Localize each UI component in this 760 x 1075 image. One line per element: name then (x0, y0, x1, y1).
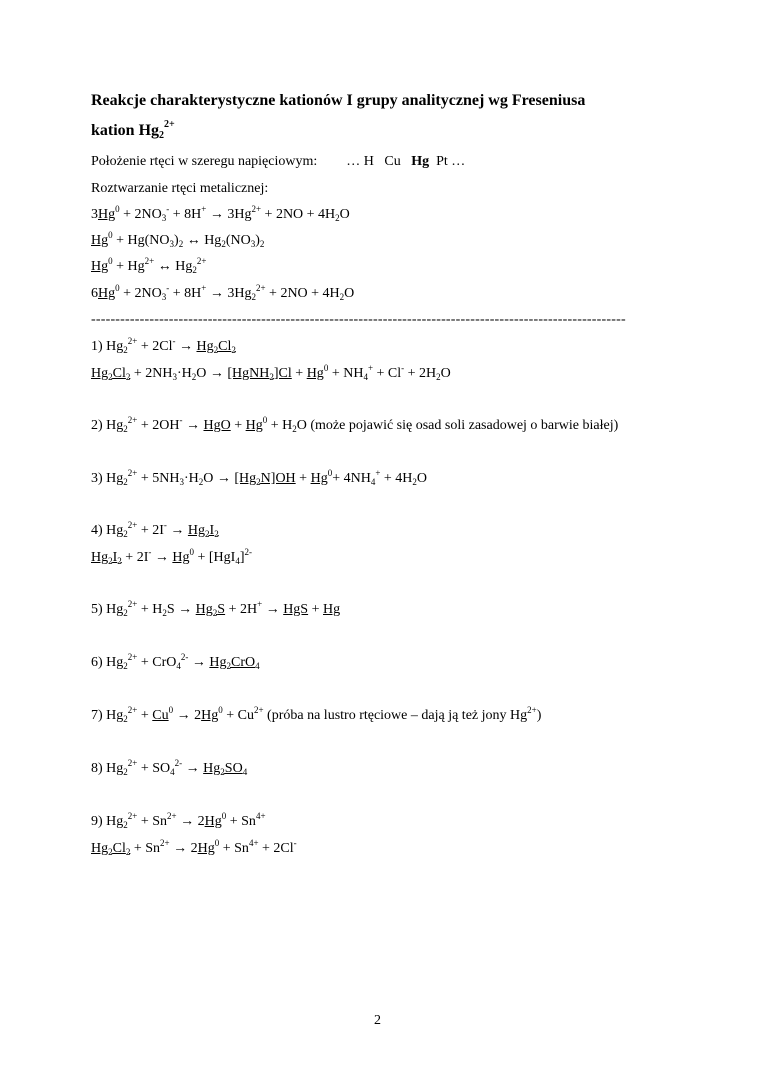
equation-fragment: 2 (123, 424, 128, 434)
equation-fragment: 2 (256, 477, 261, 487)
equation-fragment: + (291, 366, 307, 381)
equation-fragment: 2+ (127, 758, 138, 768)
equation-fragment: 2 (123, 820, 128, 830)
equation-fragment: + Sn (226, 814, 256, 829)
equation-fragment: 4 (235, 556, 240, 566)
equation-fragment: 2 (339, 292, 345, 302)
equation-fragment: + 2NO (119, 286, 162, 301)
equation-fragment: 2+ (251, 204, 262, 214)
equation-fragment: + 2NO + 4H (261, 207, 336, 222)
equation-fragment: 2+ (255, 283, 266, 293)
equation-fragment: 2 (292, 424, 297, 434)
equation-fragment: → (262, 602, 284, 617)
equation-fragment: 4 (255, 661, 260, 671)
equation-fragment: + Sn (137, 814, 168, 829)
equation-fragment: Hg (91, 233, 109, 248)
series-post: Pt … (429, 154, 466, 169)
equation-fragment: + 5NH (137, 471, 180, 486)
equation-fragment: - (148, 547, 152, 557)
equation-fragment: 3 (161, 213, 167, 223)
reaction-9b (91, 840, 297, 858)
equation-fragment: S (217, 602, 226, 617)
equation-fragment: Hg (98, 286, 116, 301)
equation-fragment: + Sn (130, 841, 161, 856)
equation-fragment: ↔ Hg (183, 233, 222, 248)
equation-fragment: + (375, 468, 381, 478)
equation-fragment: [Hg (234, 471, 257, 486)
equation-fragment: Cl (112, 366, 126, 381)
equation-fragment: 0 (221, 811, 227, 821)
equation-fragment: 2 (125, 847, 131, 857)
equation-fragment: O (może pojawić się osad soli zasadowej o barwie białej) (296, 418, 619, 433)
section-subtitle (91, 119, 175, 141)
equation-fragment: N]OH (260, 471, 296, 486)
series-label: Położenie rtęci w szeregu napięciowym: (91, 154, 318, 169)
equation-fragment: O → (203, 471, 235, 486)
equation-fragment: 2- (174, 758, 183, 768)
equation-fragment: → 3Hg (206, 207, 252, 222)
equation-fragment: 2 (178, 239, 184, 249)
equation-fragment: 2+ (160, 838, 170, 848)
divider-dashes: -------------------------------------------------------------------------------------------------------------- (91, 312, 626, 327)
equation-fragment: 3 (172, 372, 177, 382)
equation-fragment: → 2 (176, 814, 205, 829)
page-number: 2 (374, 1013, 381, 1028)
equation-fragment: Hg (91, 550, 109, 565)
equation-fragment: 0 (108, 256, 113, 266)
equation-fragment: O (416, 471, 428, 486)
subtitle-sub: 2 (159, 130, 165, 141)
equation-fragment: + 2Cl (258, 841, 294, 856)
equation-fragment: Hg (98, 207, 116, 222)
equation-fragment: 2+ (253, 705, 264, 715)
equation-fragment: 4 (370, 477, 376, 487)
equation-fragment: 0 (108, 230, 113, 240)
equation-fragment: Hg (91, 841, 109, 856)
equation-fragment: Hg (197, 841, 215, 856)
underlined-precipitate (203, 761, 247, 776)
equation-fragment: ) (536, 708, 542, 723)
equation-fragment: - (172, 336, 176, 346)
underlined-precipitate (196, 602, 225, 617)
equation-fragment: Hg (201, 708, 219, 723)
equation-fragment: + H (267, 418, 293, 433)
equation-fragment: Hg (172, 550, 190, 565)
equation-fragment: 8) Hg (91, 761, 124, 776)
equation-fragment: Cl (218, 339, 232, 354)
equation-fragment: Hg (91, 259, 109, 274)
underlined-precipitate (188, 523, 219, 538)
equation-fragment: + (137, 708, 153, 723)
equation-fragment: SO (224, 761, 243, 776)
equation-fragment: Hg (203, 761, 221, 776)
equation-fragment: 2- (244, 547, 252, 557)
equation-fragment: ↔ Hg (154, 259, 193, 274)
equation-fragment: 2 (123, 529, 128, 539)
equation-fragment: Hg (204, 814, 222, 829)
equation-fragment: Hg (209, 655, 227, 670)
equation-fragment: - (166, 283, 170, 293)
reaction-8 (91, 760, 247, 778)
equation-fragment: + NH (328, 366, 364, 381)
equation-fragment: CrO (231, 655, 256, 670)
equation-fragment: + (201, 283, 207, 293)
equation-fragment: (NO (225, 233, 251, 248)
equation-fragment: 6) Hg (91, 655, 124, 670)
equation-fragment: + (257, 599, 263, 609)
equation-fragment: 2 (123, 714, 128, 724)
equation-fragment: + (308, 602, 323, 617)
equation-fragment: 2+ (127, 811, 138, 821)
equation-fragment: 2 (221, 239, 226, 249)
equation-fragment: Cl (112, 841, 126, 856)
equation-fragment: + 2H (225, 602, 258, 617)
equation-fragment: ·H (176, 366, 192, 381)
equation-fragment: 4+ (248, 838, 259, 848)
underlined-precipitate (196, 339, 235, 354)
equation-fragment: 2) Hg (91, 418, 124, 433)
equation-fragment: + 4NH (332, 471, 371, 486)
equation-3 (91, 258, 206, 276)
equation-fragment: 2 (335, 213, 340, 223)
equation-fragment: 7) Hg (91, 708, 124, 723)
equation-fragment: ] (239, 550, 245, 565)
reaction-3 (91, 470, 427, 488)
equation-fragment: 2+ (144, 256, 155, 266)
equation-fragment: 6 (91, 286, 98, 301)
equation-fragment: + Cl (373, 366, 402, 381)
equation-fragment: ) (255, 233, 260, 248)
equation-fragment: 3 (250, 239, 256, 249)
equation-fragment: + (367, 363, 374, 373)
equation-fragment: 2 (123, 767, 128, 777)
equation-fragment: 2+ (127, 652, 138, 662)
equation-fragment: 2 (251, 292, 256, 302)
equation-fragment: + CrO (137, 655, 177, 670)
equation-fragment: 4+ (255, 811, 266, 821)
equation-fragment: 2+ (127, 705, 138, 715)
equation-fragment: 0 (327, 468, 333, 478)
equation-fragment: Hg (196, 339, 214, 354)
equation-fragment: HgS (283, 602, 309, 617)
equation-fragment: 0 (323, 363, 329, 373)
equation-fragment: + (230, 418, 246, 433)
equation-fragment: (próba na lustro rtęciowe – dają ją też jony Hg (263, 708, 528, 723)
equation-fragment: O (344, 286, 355, 301)
equation-fragment: → (151, 550, 173, 565)
equation-fragment: 0 (115, 204, 120, 214)
equation-fragment: 9) Hg (91, 814, 124, 829)
equation-fragment: 2 (192, 265, 197, 275)
equation-fragment: 2 (214, 529, 219, 539)
equation-fragment: 2 (212, 608, 218, 618)
equation-fragment: Hg (310, 471, 328, 486)
equation-fragment: → (175, 339, 197, 354)
equation-fragment: 1) Hg (91, 339, 124, 354)
equation-fragment: 2 (436, 372, 441, 382)
equation-fragment: + H (137, 602, 163, 617)
series-bold: Hg (411, 154, 430, 169)
equation-fragment: + 4H (380, 471, 413, 486)
equation-fragment: 2 (231, 345, 236, 355)
equation-fragment: 2 (226, 661, 231, 671)
equation-1 (91, 206, 350, 224)
equation-4 (91, 285, 354, 303)
reaction-7 (91, 707, 541, 725)
equation-fragment: 2 (108, 372, 113, 382)
equation-fragment: ) (174, 233, 179, 248)
equation-fragment: O (339, 207, 350, 222)
equation-fragment: 4 (176, 661, 181, 671)
equation-fragment: 3 (179, 477, 184, 487)
equation-fragment: Hg (323, 602, 341, 617)
equation-fragment: 2+ (127, 520, 138, 530)
equation-fragment: I (209, 523, 215, 538)
equation-fragment: 3) Hg (91, 471, 124, 486)
equation-2 (91, 232, 264, 250)
equation-fragment: 2+ (167, 811, 177, 821)
equation-fragment: 4 (170, 767, 175, 777)
equation-fragment: + 2NO + 4H (265, 286, 340, 301)
equation-fragment: Hg (245, 418, 263, 433)
equation-fragment: 2- (180, 652, 189, 662)
equation-fragment: 2 (162, 608, 167, 618)
underlined-precipitate (91, 366, 130, 381)
equation-fragment: 0 (218, 705, 223, 715)
subtitle-text: kation Hg (91, 122, 160, 139)
equation-fragment: Hg (187, 523, 206, 538)
equation-fragment: + (201, 204, 207, 214)
equation-fragment: → (182, 418, 204, 433)
equation-fragment: → (182, 761, 204, 776)
equation-fragment: 0 (189, 547, 194, 557)
series-pre: … H Cu (346, 154, 412, 169)
equation-fragment: + 2NO (119, 207, 162, 222)
equation-fragment: 2 (412, 477, 417, 487)
reaction-1a (91, 338, 236, 356)
equation-fragment: Hg (91, 366, 109, 381)
equation-fragment: + 2H (404, 366, 437, 381)
equation-fragment: + Hg (112, 259, 145, 274)
reaction-2 (91, 417, 618, 435)
equation-fragment: - (166, 204, 170, 214)
reaction-5 (91, 601, 340, 619)
equation-fragment: ·H (183, 471, 199, 486)
reaction-1b (91, 365, 451, 383)
equation-fragment: S → (166, 602, 196, 617)
equation-fragment: 2 (213, 345, 219, 355)
equation-fragment: + Sn (219, 841, 249, 856)
equation-fragment: Cu (152, 708, 169, 723)
equation-fragment: 0 (168, 705, 174, 715)
equation-fragment: 4) Hg (91, 523, 124, 538)
equation-fragment: 2 (108, 847, 113, 857)
equation-fragment: 4 (242, 767, 248, 777)
equation-fragment: + (295, 471, 311, 486)
equation-fragment: 2 (117, 556, 122, 566)
equation-fragment: + 2NH (130, 366, 173, 381)
equation-fragment: 3 (169, 239, 175, 249)
equation-fragment: → (188, 655, 210, 670)
equation-fragment: 2+ (127, 468, 138, 478)
equation-fragment: + 8H (169, 207, 202, 222)
equation-fragment: Hg (306, 366, 324, 381)
equation-fragment: Hg (195, 602, 213, 617)
equation-fragment: + Hg(NO (112, 233, 170, 248)
series-line (91, 153, 465, 171)
equation-fragment: 2 (198, 477, 204, 487)
equation-fragment: → 3Hg (206, 286, 252, 301)
equation-fragment: HgO (203, 418, 231, 433)
equation-fragment: + SO (137, 761, 171, 776)
equation-fragment: 2 (220, 767, 225, 777)
equation-fragment: 4 (363, 372, 368, 382)
equation-fragment: 2+ (127, 415, 138, 425)
reaction-4b (91, 549, 252, 567)
equation-fragment: → (166, 523, 188, 538)
equation-fragment: 2+ (196, 256, 207, 266)
equation-fragment: + 2I (121, 550, 149, 565)
equation-fragment: 5) Hg (91, 602, 124, 617)
equation-fragment: 2 (125, 372, 131, 382)
underlined-precipitate (227, 366, 291, 381)
reaction-9a (91, 813, 266, 831)
equation-fragment: [HgNH (227, 366, 270, 381)
dissolve-label: Roztwarzanie rtęci metalicznej: (91, 181, 269, 196)
equation-fragment: 2+ (127, 599, 138, 609)
equation-fragment: 2+ (127, 336, 138, 346)
equation-fragment: - (401, 363, 405, 373)
equation-fragment: - (179, 415, 183, 425)
equation-fragment: + 2OH (137, 418, 180, 433)
equation-fragment: 0 (115, 283, 120, 293)
equation-fragment: 0 (214, 838, 220, 848)
underlined-precipitate (234, 471, 295, 486)
equation-fragment: 2+ (527, 705, 537, 715)
reaction-4a (91, 522, 219, 540)
equation-fragment: O (440, 366, 451, 381)
equation-fragment: I (112, 550, 118, 565)
equation-fragment: + 8H (169, 286, 202, 301)
subtitle-sup: 2+ (164, 119, 175, 130)
equation-fragment: 2 (205, 529, 210, 539)
equation-fragment: 2 (123, 608, 128, 618)
document-title: Reakcje charakterystyczne kationów I grupy analitycznej wg Freseniusa (91, 92, 586, 109)
equation-fragment: 2 (123, 661, 128, 671)
equation-fragment: 2 (191, 372, 197, 382)
equation-fragment: O → (196, 366, 228, 381)
equation-fragment: + Cu (222, 708, 254, 723)
equation-fragment: 2 (123, 345, 128, 355)
equation-fragment: + 2Cl (137, 339, 173, 354)
underlined-precipitate (91, 841, 130, 856)
reaction-6 (91, 654, 260, 672)
equation-fragment: 3 (161, 292, 167, 302)
equation-fragment: 2 (108, 556, 113, 566)
equation-fragment: + 2I (137, 523, 164, 538)
equation-fragment: 2 (259, 239, 265, 249)
equation-fragment: - (163, 520, 167, 530)
equation-fragment: - (293, 838, 297, 848)
equation-fragment: 0 (262, 415, 268, 425)
equation-fragment: → 2 (169, 841, 198, 856)
underlined-precipitate (209, 655, 259, 670)
equation-fragment: 2 (123, 477, 128, 487)
equation-fragment: 3 (91, 207, 98, 222)
equation-fragment: + [HgI (193, 550, 236, 565)
underlined-precipitate (91, 550, 122, 565)
equation-fragment: 2 (269, 372, 274, 382)
equation-fragment: ]Cl (273, 366, 292, 381)
equation-fragment: → 2 (173, 708, 202, 723)
